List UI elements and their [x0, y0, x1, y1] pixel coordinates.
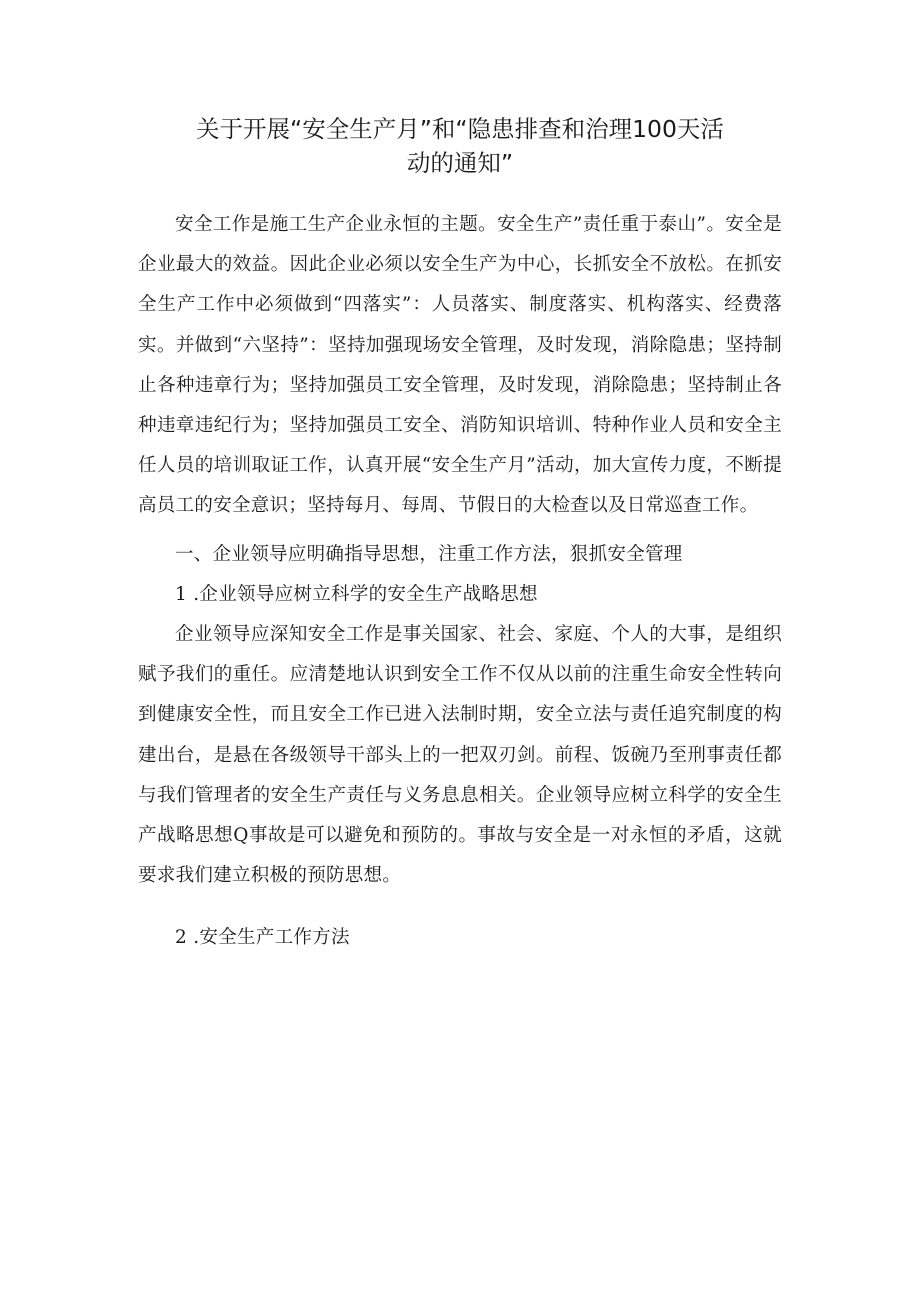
title-line-1: 关于开展“安全生产月”和“隐患排查和治理100天活 [196, 115, 724, 143]
title-line-2: 动的通知” [406, 149, 514, 177]
document-title [140, 112, 780, 180]
item-2-heading: 2 .安全生产工作方法 [175, 927, 350, 949]
section-1-heading: 一、企业领导应明确指导思想，注重工作方法，狠抓安全管理 [175, 543, 683, 565]
intro-paragraph: 安全工作是施工生产企业永恒的主题。安全生产”责任重于泰山”。安全是企业最大的效益。因此企业必须以安全生产为中心，长抓安全不放松。在抓安全生产工作中必须做到“四落实”：人员落实、制度落实、机构落实、经费落实。并做到“六坚持”：坚持加强现场安全管理，及时发现，消除隐患；坚持制止各种违章行为；坚持加强员工安全管理，及时发现，消除隐患；坚持制止各种违章违纪行为；坚持加强员工安全、消防知识培训、特种作业人员和安全主任人员的培训取证工作，认真开展“安全生产月”活动，加大宣传力度，不断提高员工的安全意识；坚持每月、每周、节假日的大检查以及日常巡查工作。 [138, 214, 782, 517]
item-1-heading: 1 .企业领导应树立科学的安全生产战略思想 [175, 583, 538, 605]
item-1-paragraph: 企业领导应深知安全工作是事关国家、社会、家庭、个人的大事，是组织赋予我们的重任。应清楚地认识到安全工作不仅从以前的注重生命安全性转向到健康安全性，而且安全工作已进入法制时期，安全立法与责任追究制度的构建出台，是悬在各级领导干部头上的一把双刃剑。前程、饭碗乃至刑事责任都与我们管理者的安全生产责任与义务息息相关。企业领导应树立科学的安全生产战略思想Q事故是可以避免和预防的。事故与安全是一对永恒的矛盾，这就要求我们建立积极的预防思想。 [138, 624, 782, 887]
document-body [138, 205, 782, 959]
